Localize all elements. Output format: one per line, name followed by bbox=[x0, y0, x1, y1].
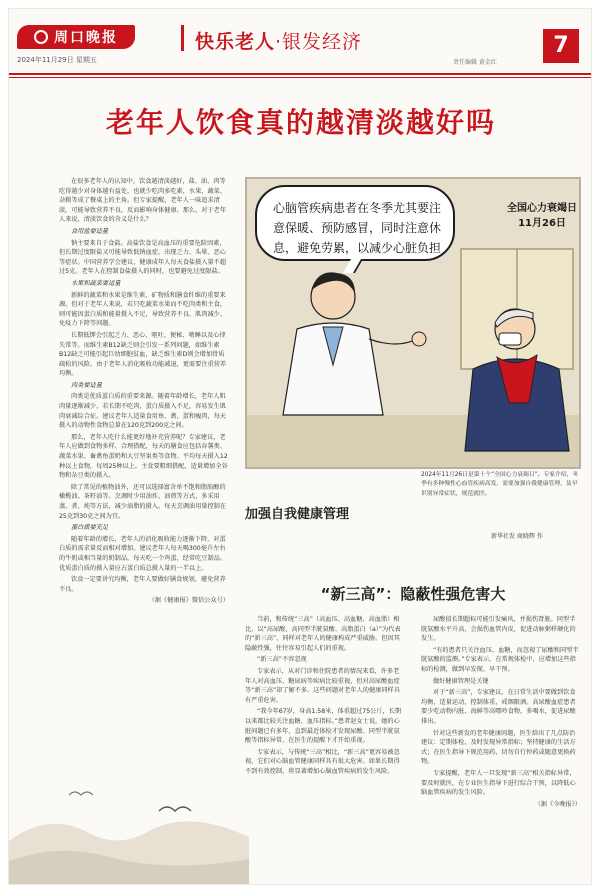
article-paragraph: 随着年龄的增长，老年人的消化吸收能力逐渐下降，对蛋白质的需求量反而相对增加。建议老年人每天喝300毫升左右的牛奶或相当量的奶制品，每天吃一个鸡蛋，经常吃豆制品。优质蛋白质的摄入量应占蛋白质总摄入量的一半以上。 bbox=[59, 535, 227, 572]
article-paragraph: 那么，老年人吃什么能更好地补充营养呢？专家建议，老年人应做到食物多样、合理搭配，每天的膳食应包括谷薯类、蔬菜水果、畜禽鱼蛋奶和大豆坚果类等食物。平均每天摄入12种以上食物，每周25种以上。主食要粗细搭配，适量增加全谷物和杂豆类的摄入。 bbox=[59, 433, 228, 480]
second-article-column-right bbox=[421, 615, 581, 811]
section-subheading: 蛋白质要充足 bbox=[71, 524, 109, 532]
observance-day-label bbox=[503, 201, 581, 231]
article-paragraph: 当前，和传统“三高”（高血压、高血糖、高血脂）相比，以“高尿酸、高同型半胱氨酸、高脂蛋白（a）”为代表的“新三高”，同样对老年人的健康构成严重威胁。但因其隐蔽性强，往往容易引起人们的重视。 bbox=[245, 616, 401, 652]
second-article-column-left bbox=[245, 615, 405, 779]
article-paragraph: “有的患者只关注血压、血糖，而忽视了尿酸和同型半胱氨酸的监测。”专家表示，在常规体检中，应增加这些指标的检测，做到早发现、早干预。 bbox=[421, 646, 579, 673]
newspaper-page bbox=[8, 8, 592, 885]
logo-text: 周口晚报 bbox=[54, 30, 118, 46]
cartoon-illustration bbox=[245, 177, 581, 469]
illustration-description: 2024年11月26日是第十个“全国心力衰竭日”。专家介绍，冬季有多种慢性心血管疾病高发，需要加强自我健康管理，及早识别异常症状，规范就医。 bbox=[421, 472, 579, 497]
article-paragraph: 针对这些新发的老年健康问题，医生给出了几点防治建议：定期体检，及时发现异常指标；坚持健康的生活方式；在医生指导下规范用药，切勿自行停药或随意更换药物。 bbox=[421, 729, 576, 766]
speech-bubble bbox=[255, 185, 455, 261]
editor-credit: 责任编辑 黄金红 bbox=[453, 59, 497, 66]
article-paragraph: 除了常见的植物油外，还可以选择富含单不饱和脂肪酸的橄榄油、茶籽油等。烹调时少用油炸、油煎等方式，多采用蒸、煮、炖等方法，减少油脂的摄入。每天烹调油用量控制在25克到30克之间为宜。 bbox=[59, 483, 227, 520]
logo-circle-icon bbox=[34, 30, 48, 44]
observance-day-title: 全国心力衰竭日 bbox=[507, 203, 577, 214]
article-paragraph: “我今年67岁，身高1.58米，体重超过75公斤，长期以来都比较关注血糖、血压指标。”患者赵女士说，她的心脏问题已有多年，直到最近体检才发现尿酸、同型半胱氨酸等指标异常，在医生的提醒下才开始重视。 bbox=[245, 708, 402, 745]
column-title bbox=[195, 27, 362, 54]
article-paragraph: 做好健康管理是关键 bbox=[433, 677, 489, 685]
left-article-column bbox=[59, 177, 229, 608]
article-paragraph: 长期低钾会引起乏力、恶心、呕吐、便秘、嗜睡以及心律失常等。而维生素B12缺乏则会引发一系列问题，如维生素B12缺乏可能引起巨幼细胞贫血，缺乏维生素D则会增加骨质疏松的风险。由于老年人消化吸收功能减退，更需要注重营养均衡。 bbox=[59, 331, 227, 378]
article-source: （据《今晚报》） bbox=[534, 800, 581, 808]
section-subheading: 水果和蔬菜要适量 bbox=[71, 279, 121, 287]
column-divider bbox=[181, 25, 184, 51]
decorative-landscape-illustration bbox=[9, 771, 249, 885]
page-number: 7 bbox=[543, 29, 579, 63]
article-paragraph: 对于“新三高”，专家建议，在日常生活中要做到饮食均衡，适量运动，控制体重，戒烟限酒。高尿酸血症患者要少吃动物内脏、海鲜等高嘌呤食物，多喝水，促进尿酸排出。 bbox=[421, 689, 576, 725]
illustration-caption: 加强自我健康管理 bbox=[245, 507, 350, 522]
issue-date: 2024年11月29日 星期五 bbox=[17, 56, 97, 64]
article-paragraph: 钠主要来自于食盐。高盐饮食是高血压的重要危险因素，但长期过度限盐又可能导致低钠血症，出现乏力、头晕、恶心等症状。中国营养学会建议，健康成年人每天食盐摄入量不超过5克。老年人在控制食盐摄入的同时，也要避免过度限盐。 bbox=[59, 239, 227, 276]
article-source: （据《健康报》微信公众号） bbox=[148, 597, 229, 605]
observance-day-date: 11月26日 bbox=[518, 218, 566, 229]
section-subheading: 食用盐要适量 bbox=[71, 227, 109, 235]
masthead-rule bbox=[9, 73, 592, 75]
article-paragraph: 尿酸值长期超标可能引发痛风，并损伤肾脏。同型半胱氨酸水平升高，会损伤血管内皮，促进动脉粥样硬化的发生。 bbox=[421, 616, 576, 643]
masthead bbox=[9, 9, 592, 81]
article-paragraph: 新鲜的蔬菜和水果是维生素、矿物质和膳食纤维的重要来源。但对于老年人来说，若只吃蔬菜水果而不吃肉类和主食，则可能因蛋白质和能量摄入不足，导致营养不良、肌肉减少、免疫力下降等问题。 bbox=[59, 291, 227, 328]
second-article-headline: “新三高”：隐蔽性强危害大 bbox=[320, 585, 506, 603]
section-subheading: 肉类要适量 bbox=[71, 381, 102, 389]
article-paragraph: 肉类是优质蛋白质的重要来源。随着年龄增长，老年人肌肉量逐渐减少，若长期不吃肉，蛋白质摄入不足，容易发生肌肉衰减综合征。建议老年人适量食用鱼、禽、蛋和瘦肉，每天摄入的动物性食物总量在120克到200克之间。 bbox=[59, 393, 227, 430]
article-paragraph: 专家提醒，老年人一旦发现“新三高”相关指标异常，要及时就医，在专业医生指导下进行综合干预，以降低心脑血管疾病的发生风险。 bbox=[421, 769, 576, 797]
article-paragraph: “新三高”不容忽视 bbox=[257, 656, 307, 664]
masthead-rule-thin bbox=[9, 77, 592, 78]
article-paragraph: 饮食一定要讲究均衡，老年人要做好膳食规划，避免营养不良。 bbox=[59, 576, 226, 593]
illustration-credit: 新华社发 商晓辉 作 bbox=[491, 533, 543, 540]
newspaper-logo bbox=[17, 25, 135, 49]
column-title-sub: ·银发经济 bbox=[275, 31, 363, 53]
speech-text: 心脑管疾病患者在冬季尤其要注意保暖、预防感冒，同时注意休息，避免劳累，以减少心脏负担 bbox=[273, 201, 442, 255]
column-title-main: 快乐老人 bbox=[195, 31, 276, 53]
article-paragraph: 专家表示，与传统“三高”相比，“新三高”更容易被忽视，它们对心脑血管健康同样具有很大危害。如果长期得不到有效控制，将显著增加心脑血管疾病的发生风险。 bbox=[245, 748, 400, 775]
article-paragraph: 专家表示，从对门诊和住院患者的情况来看，许多老年人对高血压、糖尿病等疾病比较重视，但对高尿酸血症等“新三高”却了解不多。这些问题对老年人的健康同样具有严重危害。 bbox=[245, 667, 400, 704]
headline: 老年人饮食真的越清淡越好吗 bbox=[105, 106, 496, 139]
article-paragraph: 在很多老年人的认知中，饮食越清淡越好，盐、油、肉等吃得越少对身体越有益处，也就少吃肉多吃素，水果、蔬菜、杂粮等成了餐桌上的主角。但专家提醒，老年人一味追求清淡，可能导致营养不良，反而影响身体健康。那么，对于老年人来说，清淡饮食的含义是什么？ bbox=[59, 178, 227, 224]
